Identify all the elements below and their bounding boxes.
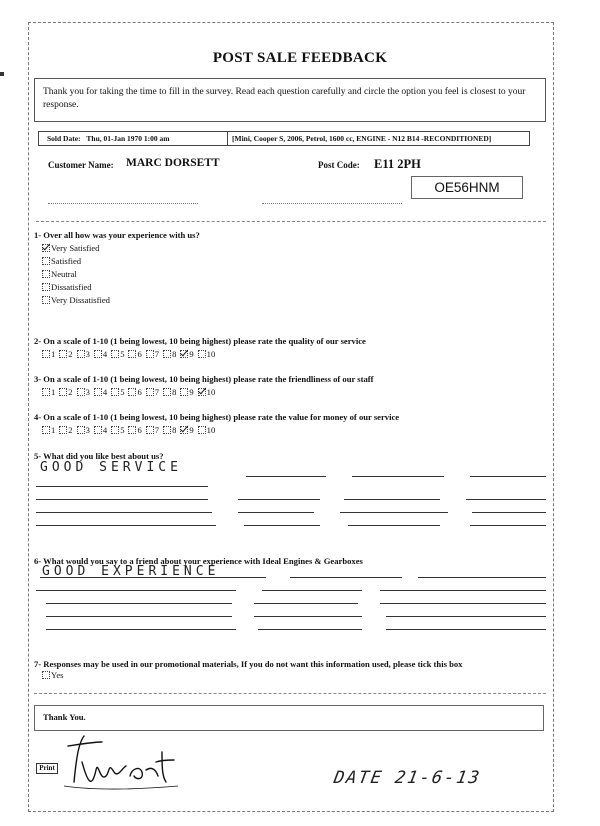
scale-option-label: 6 (137, 425, 142, 435)
registration-value: OE56HNM (434, 180, 500, 195)
scale-option-label: 10 (206, 387, 216, 397)
answer-line (386, 629, 546, 630)
answer-line (36, 512, 212, 513)
scale-option-1[interactable] (42, 349, 55, 359)
checkbox[interactable] (42, 350, 50, 358)
answer-line (352, 476, 444, 477)
answer-line (466, 499, 546, 500)
answer-line (348, 525, 440, 526)
scale-option-label: 2 (68, 425, 73, 435)
answer-line (418, 577, 546, 578)
scale-option-4[interactable] (94, 387, 107, 397)
section-divider (36, 221, 546, 222)
scale-option-label: 8 (172, 387, 177, 397)
checkbox[interactable] (94, 426, 102, 434)
scale-option-label: 3 (85, 387, 90, 397)
thank-you-text: Thank You. (43, 712, 86, 722)
answer-line (380, 603, 546, 604)
customer-name-value: MARC DORSETT (126, 157, 220, 169)
scale-option-label: 9 (189, 349, 194, 359)
section-divider (34, 693, 546, 694)
scale-option-2[interactable] (59, 425, 72, 435)
answer-line (254, 616, 362, 617)
scale-option-label: 7 (154, 387, 160, 397)
scale-option-label: 9 (189, 387, 194, 397)
checkbox[interactable] (59, 388, 67, 396)
answer-line (40, 577, 266, 578)
scale-option-label: 5 (120, 387, 125, 397)
checkbox-checked[interactable] (180, 426, 188, 434)
answer-line (246, 476, 326, 477)
scale-option-3[interactable] (77, 349, 90, 359)
postcode-label: Post Code: (318, 160, 360, 170)
scale-option-4[interactable] (94, 349, 107, 359)
checkbox[interactable] (42, 388, 50, 396)
q1-option-neutral[interactable]: Neutral (42, 269, 77, 279)
scale-option-5[interactable] (111, 387, 124, 397)
checkbox[interactable] (198, 426, 206, 434)
q1-option-very-dissatisfied[interactable]: Very Dissatisfied (42, 295, 110, 305)
answer-line (46, 629, 236, 630)
checkbox[interactable] (163, 388, 171, 396)
scale-option-label: 4 (102, 425, 108, 435)
q5-handwritten-answer: GOOD SERVICE (40, 460, 182, 475)
checkbox[interactable] (111, 388, 119, 396)
answer-line (290, 577, 402, 578)
scale-option-6[interactable] (128, 349, 141, 359)
scale-option-5[interactable] (111, 349, 124, 359)
postcode-value: E11 2PH (374, 157, 421, 171)
print-button[interactable]: Print (36, 763, 58, 774)
question-6: 6- What would you say to a friend about your experience with Ideal Engines & Gearboxes (34, 556, 363, 566)
scale-option-label: 3 (85, 349, 90, 359)
sold-info-bar (38, 131, 530, 146)
checkbox[interactable] (128, 350, 136, 358)
answer-line (340, 512, 448, 513)
answer-line (470, 525, 546, 526)
scale-option-3[interactable] (77, 387, 90, 397)
scale-option-9[interactable] (180, 425, 193, 435)
q1-option-very-satisfied[interactable]: Very Satisfied (42, 243, 99, 253)
question-3: 3- On a scale of 1-10 (1 being lowest, 10 being highest) please rate the friendliness of our staff (34, 374, 374, 384)
scale-option-label: 10 (206, 425, 216, 435)
scale-option-label: 9 (189, 425, 194, 435)
question-2: 2- On a scale of 1-10 (1 being lowest, 10 being highest) please rate the quality of our service (34, 336, 366, 346)
checkbox-checked[interactable] (180, 350, 188, 358)
checkbox[interactable] (42, 257, 50, 265)
checkbox[interactable] (42, 283, 50, 291)
scale-option-label: 6 (137, 349, 142, 359)
question-1: 1- Over all how was your experience with us? (34, 230, 200, 240)
checkbox[interactable] (198, 350, 206, 358)
checkbox[interactable] (128, 426, 136, 434)
intro-text: Thank you for taking the time to fill in the survey. Read each question carefully and circle the option you feel is closest to your response. (43, 87, 526, 110)
checkbox[interactable] (77, 426, 85, 434)
checkbox[interactable] (111, 426, 119, 434)
intro-box (34, 78, 546, 122)
answer-line (46, 603, 232, 604)
scale-option-label: 7 (154, 425, 160, 435)
answer-line (470, 476, 546, 477)
scale-option-8[interactable] (163, 349, 176, 359)
answer-line (238, 499, 320, 500)
q2-scale (42, 349, 219, 359)
answer-line (258, 629, 362, 630)
scale-option-label: 8 (172, 425, 177, 435)
scale-option-3[interactable] (77, 425, 90, 435)
answer-line (46, 616, 232, 617)
checkbox[interactable] (59, 350, 67, 358)
scale-option-label: 7 (154, 349, 160, 359)
scale-option-1[interactable] (42, 425, 55, 435)
question-5: 5- What did you like best about us? (34, 451, 164, 461)
checkbox[interactable] (111, 350, 119, 358)
checkbox[interactable] (146, 350, 154, 358)
checkbox[interactable] (163, 350, 171, 358)
scale-option-label: 6 (137, 387, 142, 397)
scale-option-6[interactable] (128, 425, 141, 435)
answer-line (472, 512, 546, 513)
checkbox[interactable] (42, 426, 50, 434)
scale-option-7[interactable] (146, 387, 159, 397)
q1-option-dissatisfied[interactable]: Dissatisfied (42, 282, 92, 292)
checkbox[interactable] (77, 350, 85, 358)
answer-line (238, 512, 314, 513)
scale-option-label: 2 (68, 387, 73, 397)
scale-option-label: 1 (51, 387, 56, 397)
scale-option-9[interactable] (180, 349, 193, 359)
signature (62, 732, 182, 792)
scale-option-4[interactable] (94, 425, 107, 435)
scale-option-2[interactable] (59, 349, 72, 359)
scale-option-7[interactable] (146, 425, 159, 435)
scale-option-label: 2 (68, 349, 73, 359)
scale-option-9[interactable] (180, 387, 193, 397)
checkbox[interactable] (77, 388, 85, 396)
answer-line (380, 590, 546, 591)
answer-line (36, 525, 216, 526)
answer-line (36, 486, 208, 487)
vehicle-details: [Mini, Cooper S, 2006, Petrol, 1600 cc, ENGINE - N12 B14 -RECONDITIONED] (227, 132, 534, 145)
checkbox[interactable] (94, 350, 102, 358)
checkbox[interactable] (42, 270, 50, 278)
signature-date: DATE 21-6-13 (332, 768, 483, 788)
q6-handwritten-answer: GOOD EXPERIENCE (42, 564, 220, 579)
scale-option-label: 8 (172, 349, 177, 359)
scale-option-7[interactable] (146, 349, 159, 359)
checkbox[interactable] (163, 426, 171, 434)
answer-line (244, 525, 320, 526)
scale-option-1[interactable] (42, 387, 55, 397)
page-title: POST SALE FEEDBACK (212, 50, 388, 66)
checkbox[interactable] (128, 388, 136, 396)
scale-option-label: 3 (85, 425, 90, 435)
checkbox-checked[interactable] (42, 244, 50, 252)
scale-option-6[interactable] (128, 387, 141, 397)
scale-option-8[interactable] (163, 387, 176, 397)
answer-line (344, 499, 440, 500)
question-4: 4- On a scale of 1-10 (1 being lowest, 10 being highest) please rate the value for money of our service (34, 412, 400, 422)
q4-scale (42, 425, 219, 435)
answer-line (386, 616, 546, 617)
scale-option-label: 1 (51, 349, 56, 359)
scale-option-10[interactable] (198, 425, 216, 435)
checkbox[interactable] (42, 671, 50, 679)
checkbox[interactable] (146, 388, 154, 396)
scale-option-label: 5 (120, 349, 125, 359)
checkbox[interactable] (59, 426, 67, 434)
thank-you-box (34, 705, 544, 731)
customer-name-label: Customer Name: (48, 160, 114, 170)
sold-date-value: Thu, 01-Jan 1970 1:00 am (86, 134, 170, 143)
answer-line (262, 590, 362, 591)
checkbox[interactable] (180, 388, 188, 396)
answer-line (254, 603, 358, 604)
q3-scale (42, 387, 219, 397)
q1-option-satisfied[interactable]: Satisfied (42, 256, 81, 266)
registration-box (411, 176, 523, 199)
checkbox-checked[interactable] (198, 388, 206, 396)
scale-option-8[interactable] (163, 425, 176, 435)
checkbox[interactable] (146, 426, 154, 434)
checkbox[interactable] (94, 388, 102, 396)
question-7: 7- Responses may be used in our promotional materials, If you do not want this information used, please tick this box (34, 659, 463, 669)
scan-mark (0, 72, 4, 76)
checkbox[interactable] (42, 296, 50, 304)
scale-option-10[interactable] (198, 387, 216, 397)
scale-option-5[interactable] (111, 425, 124, 435)
dotted-line (48, 203, 198, 204)
scale-option-label: 1 (51, 425, 56, 435)
scale-option-10[interactable] (198, 349, 216, 359)
scale-option-2[interactable] (59, 387, 72, 397)
answer-line (36, 499, 208, 500)
dotted-line (262, 203, 402, 204)
scale-option-label: 4 (102, 387, 108, 397)
scale-option-label: 10 (206, 349, 216, 359)
answer-line (36, 590, 236, 591)
q7-option-yes[interactable]: Yes (42, 670, 64, 680)
scale-option-label: 4 (102, 349, 108, 359)
scale-option-label: 5 (120, 425, 125, 435)
sold-date-label: Sold Date: (47, 134, 81, 143)
